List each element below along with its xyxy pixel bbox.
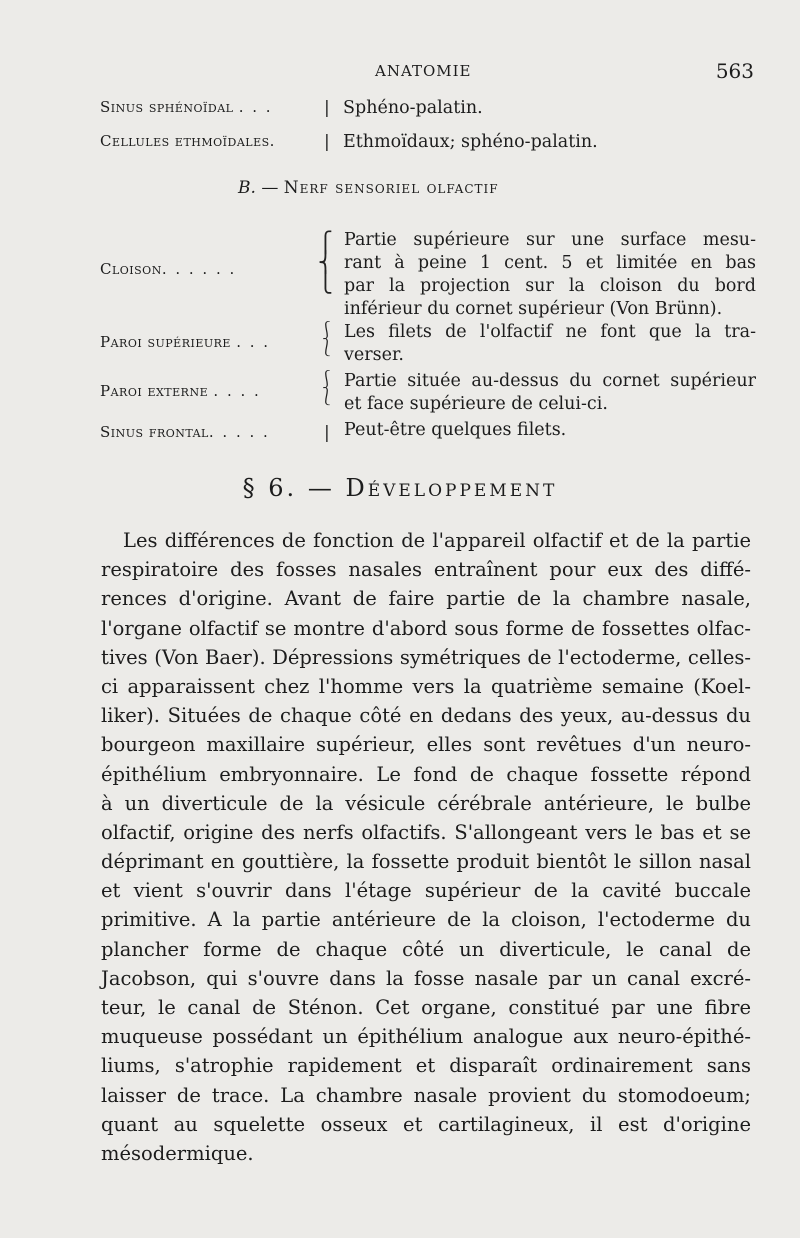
paragraph-line: quant au squelette osseux et cartilagineux, il est d'origine	[101, 1112, 751, 1136]
olfactory-desc-sinus-frontal	[344, 419, 756, 442]
row-label: Sinus frontal	[100, 423, 209, 441]
vertical-rule: |	[324, 132, 330, 152]
subsection-title: Nerf sensoriel olfactif	[283, 178, 499, 198]
paragraph-line: ci apparaissent chez l'homme vers la quatrième semaine (Koel-	[101, 674, 751, 698]
desc-line: inférieur du cornet supérieur (Von Brünn).	[344, 299, 723, 319]
paragraph-line: à un diverticule de la vésicule cérébrale antérieure, le bulbe	[101, 791, 751, 815]
brace-icon: ⎰ ⎱	[318, 321, 335, 358]
desc-line: Partie située au-dessus du cornet supérieur	[344, 371, 756, 391]
subsection-dash: —	[261, 178, 279, 198]
desc-line: Peut-être quelques filets.	[344, 420, 567, 440]
subsection-letter: B.	[238, 178, 256, 198]
subsection-heading	[238, 178, 499, 198]
paragraph-line: bourgeon maxillaire supérieur, elles sont revêtues d'un neuro-	[101, 733, 751, 757]
desc-line: Les filets de l'olfactif ne font que la tra-	[344, 322, 756, 342]
row-label: Cellules ethmoïdales.	[100, 132, 275, 150]
paragraph-line: rences d'origine. Avant de faire partie de la chambre nasale,	[101, 587, 751, 611]
olfactory-desc-cloison	[344, 229, 756, 321]
row-value: Sphéno-palatin.	[343, 98, 483, 118]
row-label: Cloison	[100, 260, 162, 278]
paragraph-line: l'organe olfactif se montre d'abord sous forme de fossettes olfac-	[101, 616, 751, 640]
paragraph-line: laisser de trace. La chambre nasale provient du stomodoeum;	[101, 1083, 751, 1107]
paragraph-line: liker). Situées de chaque côté en dedans des yeux, au-dessus du	[101, 704, 751, 728]
desc-line: rant à peine 1 cent. 5 et limitée en bas	[344, 253, 756, 273]
row-label: Sinus sphénoïdal	[100, 98, 234, 116]
leader-dots: . . . .	[213, 382, 261, 400]
paragraph-line: respiratoire des fosses nasales entraînent pour eux des diffé-	[101, 558, 751, 582]
running-title: ANATOMIE	[375, 62, 472, 80]
paragraph-line: primitive. A la partie antérieure de la cloison, l'ectoderme du	[101, 908, 751, 932]
paragraph-line: liums, s'atrophie rapidement et disparaît ordinairement sans	[101, 1054, 751, 1078]
desc-line: et face supérieure de celui-ci.	[344, 394, 608, 414]
section-number: § 6.	[242, 474, 298, 502]
paragraph-line: teur, le canal de Sténon. Cet organe, constitué par une fibre	[101, 996, 751, 1019]
section-dash: —	[307, 474, 335, 502]
paragraph-line: déprimant en gouttière, la fossette produit bientôt le sillon nasal	[101, 850, 751, 874]
leader-dots: . . . . . .	[161, 260, 237, 278]
leader-dots: . . .	[238, 98, 273, 116]
paragraph-line: Jacobson, qui s'ouvre dans la fosse nasale par un canal excré-	[101, 966, 751, 990]
desc-line: par la projection sur la cloison du bord	[344, 276, 756, 296]
row-value: Ethmoïdaux; sphéno-palatin.	[343, 132, 598, 152]
paragraph-line: plancher forme de chaque côté un diverticule, le canal de	[101, 937, 751, 961]
desc-line: Partie supérieure sur une surface mesu-	[344, 230, 756, 250]
paragraph-line: mésodermique.	[101, 1141, 254, 1165]
olfactory-desc-paroi-externe	[344, 370, 756, 416]
paragraph-line: tives (Von Baer). Dépressions symétriques de l'ectoderme, celles-	[101, 645, 751, 669]
leader-dots: . . .	[236, 333, 271, 351]
paragraph-line: et vient s'ouvrir dans l'étage supérieur de la cavité buccale	[101, 879, 751, 903]
section-title: Développement	[345, 474, 558, 502]
paragraph-line: épithélium embryonnaire. Le fond de chaque fossette répond	[101, 762, 751, 786]
body-paragraph	[101, 526, 751, 1168]
row-label: Paroi externe	[100, 382, 209, 400]
paragraph-line: Les différences de fonction de l'appareil olfactif et de la partie	[123, 529, 751, 552]
brace-icon: ⎧ ⎨ ⎩	[318, 230, 333, 294]
section-heading	[0, 474, 800, 502]
brace-icon: ⎰ ⎱	[318, 370, 335, 407]
olfactory-desc-paroi-superieure	[344, 321, 756, 367]
paragraph-line: olfactif, origine des nerfs olfactifs. S'allongeant vers le bas et se	[101, 820, 751, 844]
paragraph-line: muqueuse possédant un épithélium analogue aux neuro-épithé-	[101, 1025, 751, 1049]
leader-dots: . . . . .	[208, 423, 270, 441]
vertical-rule: |	[324, 98, 330, 118]
row-label: Paroi supérieure	[100, 333, 231, 351]
running-header	[0, 59, 800, 88]
page-number: 563	[715, 59, 754, 83]
desc-line: verser.	[344, 345, 404, 365]
vertical-rule: |	[324, 423, 330, 443]
